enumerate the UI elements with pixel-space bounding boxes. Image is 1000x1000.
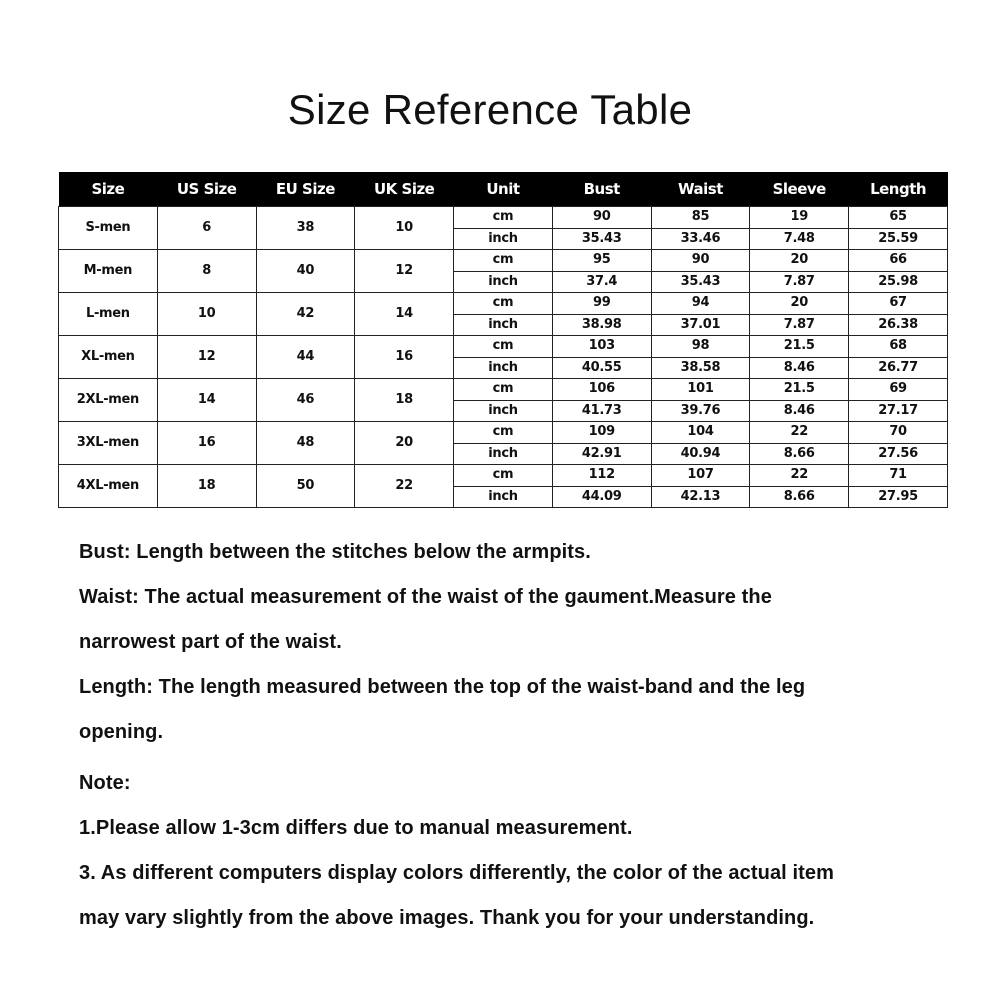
inch-bust-cell: 35.43 <box>552 228 651 250</box>
cm-unit-cell: cm <box>454 422 553 444</box>
cm-sleeve-cell: 19 <box>750 207 849 229</box>
note-line: Waist: The actual measurement of the waist of the gaument.Measure the <box>79 586 772 608</box>
eu-size-cell: 50 <box>256 465 355 508</box>
inch-unit-cell: inch <box>454 357 553 379</box>
inch-waist-cell: 39.76 <box>651 400 750 422</box>
inch-bust-cell: 37.4 <box>552 271 651 293</box>
inch-waist-cell: 35.43 <box>651 271 750 293</box>
header-bust: Bust <box>552 172 651 207</box>
note-line: opening. <box>79 721 164 743</box>
note-line: 1.Please allow 1-3cm differs due to manual measurement. <box>79 817 633 839</box>
notes-section <box>79 541 979 952</box>
page-title: Size Reference Table <box>287 86 693 133</box>
inch-sleeve-cell: 7.48 <box>750 228 849 250</box>
eu-size-cell: 42 <box>256 293 355 336</box>
cm-unit-cell: cm <box>454 379 553 401</box>
header-size: Size <box>59 172 158 207</box>
cm-sleeve-cell: 22 <box>750 465 849 487</box>
cm-bust-cell: 99 <box>552 293 651 315</box>
inch-waist-cell: 38.58 <box>651 357 750 379</box>
cm-sleeve-cell: 20 <box>750 250 849 272</box>
size-cell: M-men <box>59 250 158 293</box>
inch-bust-cell: 40.55 <box>552 357 651 379</box>
inch-unit-cell: inch <box>454 443 553 465</box>
table-header-row <box>59 172 948 207</box>
size-cell: 2XL-men <box>59 379 158 422</box>
us-size-cell: 8 <box>157 250 256 293</box>
cm-unit-cell: cm <box>454 250 553 272</box>
us-size-cell: 14 <box>157 379 256 422</box>
inch-bust-cell: 44.09 <box>552 486 651 508</box>
inch-unit-cell: inch <box>454 486 553 508</box>
cm-unit-cell: cm <box>454 207 553 229</box>
cm-waist-cell: 98 <box>651 336 750 358</box>
us-size-cell: 12 <box>157 336 256 379</box>
inch-sleeve-cell: 8.66 <box>750 443 849 465</box>
cm-waist-cell: 94 <box>651 293 750 315</box>
note-line: may vary slightly from the above images. Thank you for your understanding. <box>79 907 815 929</box>
uk-size-cell: 22 <box>355 465 454 508</box>
size-cell: S-men <box>59 207 158 250</box>
cm-length-cell: 71 <box>849 465 948 487</box>
note-line: narrowest part of the waist. <box>79 631 342 653</box>
inch-unit-cell: inch <box>454 228 553 250</box>
cm-bust-cell: 106 <box>552 379 651 401</box>
inch-sleeve-cell: 7.87 <box>750 314 849 336</box>
table-row <box>59 207 948 229</box>
eu-size-cell: 48 <box>256 422 355 465</box>
inch-length-cell: 27.17 <box>849 400 948 422</box>
inch-length-cell: 26.77 <box>849 357 948 379</box>
table-row <box>59 422 948 444</box>
note-line: Note: <box>79 772 131 794</box>
inch-waist-cell: 33.46 <box>651 228 750 250</box>
inch-waist-cell: 40.94 <box>651 443 750 465</box>
table-row <box>59 250 948 272</box>
us-size-cell: 6 <box>157 207 256 250</box>
inch-unit-cell: inch <box>454 400 553 422</box>
table-row <box>59 336 948 358</box>
eu-size-cell: 38 <box>256 207 355 250</box>
cm-sleeve-cell: 20 <box>750 293 849 315</box>
note-line: Length: The length measured between the top of the waist-band and the leg <box>79 676 806 698</box>
inch-sleeve-cell: 8.66 <box>750 486 849 508</box>
cm-waist-cell: 104 <box>651 422 750 444</box>
inch-length-cell: 25.59 <box>849 228 948 250</box>
cm-bust-cell: 90 <box>552 207 651 229</box>
note-line: 3. As different computers display colors differently, the color of the actual item <box>79 862 835 884</box>
size-cell: 4XL-men <box>59 465 158 508</box>
cm-unit-cell: cm <box>454 336 553 358</box>
table-row <box>59 293 948 315</box>
header-eu-size: EU Size <box>256 172 355 207</box>
cm-bust-cell: 103 <box>552 336 651 358</box>
inch-length-cell: 27.95 <box>849 486 948 508</box>
inch-bust-cell: 42.91 <box>552 443 651 465</box>
cm-waist-cell: 85 <box>651 207 750 229</box>
inch-waist-cell: 42.13 <box>651 486 750 508</box>
uk-size-cell: 14 <box>355 293 454 336</box>
cm-length-cell: 70 <box>849 422 948 444</box>
header-sleeve: Sleeve <box>750 172 849 207</box>
cm-bust-cell: 112 <box>552 465 651 487</box>
cm-sleeve-cell: 21.5 <box>750 379 849 401</box>
cm-length-cell: 67 <box>849 293 948 315</box>
inch-sleeve-cell: 7.87 <box>750 271 849 293</box>
us-size-cell: 10 <box>157 293 256 336</box>
table-row <box>59 465 948 487</box>
cm-length-cell: 68 <box>849 336 948 358</box>
cm-length-cell: 66 <box>849 250 948 272</box>
size-cell: 3XL-men <box>59 422 158 465</box>
cm-unit-cell: cm <box>454 465 553 487</box>
cm-sleeve-cell: 21.5 <box>750 336 849 358</box>
cm-sleeve-cell: 22 <box>750 422 849 444</box>
size-cell: L-men <box>59 293 158 336</box>
table-row <box>59 379 948 401</box>
table-body <box>59 207 948 508</box>
header-waist: Waist <box>651 172 750 207</box>
inch-bust-cell: 41.73 <box>552 400 651 422</box>
inch-length-cell: 26.38 <box>849 314 948 336</box>
size-cell: XL-men <box>59 336 158 379</box>
cm-length-cell: 69 <box>849 379 948 401</box>
eu-size-cell: 40 <box>256 250 355 293</box>
cm-bust-cell: 109 <box>552 422 651 444</box>
inch-sleeve-cell: 8.46 <box>750 400 849 422</box>
inch-sleeve-cell: 8.46 <box>750 357 849 379</box>
header-us-size: US Size <box>157 172 256 207</box>
inch-unit-cell: inch <box>454 271 553 293</box>
us-size-cell: 18 <box>157 465 256 508</box>
inch-length-cell: 27.56 <box>849 443 948 465</box>
note-line: Bust: Length between the stitches below the armpits. <box>79 541 591 563</box>
eu-size-cell: 46 <box>256 379 355 422</box>
us-size-cell: 16 <box>157 422 256 465</box>
cm-waist-cell: 107 <box>651 465 750 487</box>
inch-length-cell: 25.98 <box>849 271 948 293</box>
uk-size-cell: 12 <box>355 250 454 293</box>
header-uk-size: UK Size <box>355 172 454 207</box>
header-length: Length <box>849 172 948 207</box>
cm-length-cell: 65 <box>849 207 948 229</box>
uk-size-cell: 20 <box>355 422 454 465</box>
uk-size-cell: 10 <box>355 207 454 250</box>
cm-waist-cell: 90 <box>651 250 750 272</box>
cm-unit-cell: cm <box>454 293 553 315</box>
inch-waist-cell: 37.01 <box>651 314 750 336</box>
cm-bust-cell: 95 <box>552 250 651 272</box>
cm-waist-cell: 101 <box>651 379 750 401</box>
inch-bust-cell: 38.98 <box>552 314 651 336</box>
header-unit: Unit <box>454 172 553 207</box>
uk-size-cell: 16 <box>355 336 454 379</box>
eu-size-cell: 44 <box>256 336 355 379</box>
size-table <box>58 172 948 508</box>
inch-unit-cell: inch <box>454 314 553 336</box>
uk-size-cell: 18 <box>355 379 454 422</box>
